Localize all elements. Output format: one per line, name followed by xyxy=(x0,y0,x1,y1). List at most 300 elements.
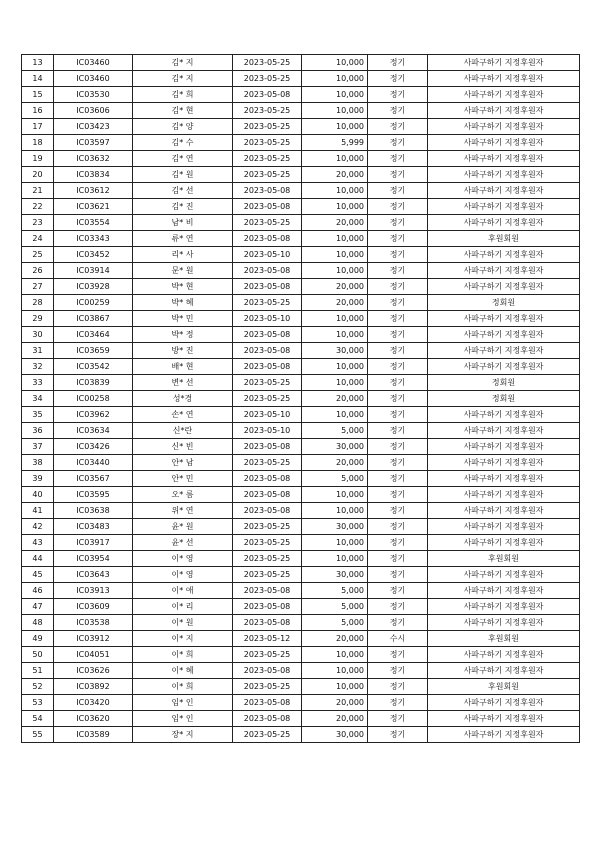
donation-date-cell: 2023-05-08 xyxy=(233,263,302,279)
donation-date-cell: 2023-05-08 xyxy=(233,583,302,599)
row-number-cell: 31 xyxy=(22,343,54,359)
donation-date-cell: 2023-05-08 xyxy=(233,599,302,615)
donation-type-cell: 정기 xyxy=(368,103,428,119)
donation-date-cell: 2023-05-12 xyxy=(233,631,302,647)
category-cell: 사파구하기 지정후원자 xyxy=(428,135,580,151)
donation-date-cell: 2023-05-08 xyxy=(233,471,302,487)
table-row xyxy=(22,535,580,551)
amount-cell: 10,000 xyxy=(302,151,368,167)
category-cell: 사파구하기 지정후원자 xyxy=(428,663,580,679)
donation-date-cell: 2023-05-08 xyxy=(233,487,302,503)
amount-cell: 10,000 xyxy=(302,407,368,423)
member-id-cell: IC03452 xyxy=(54,247,133,263)
amount-cell: 20,000 xyxy=(302,215,368,231)
donor-name-cell: 신* 빈 xyxy=(133,439,233,455)
table-row xyxy=(22,695,580,711)
row-number-cell: 23 xyxy=(22,215,54,231)
table-row xyxy=(22,151,580,167)
amount-cell: 10,000 xyxy=(302,375,368,391)
amount-cell: 10,000 xyxy=(302,503,368,519)
category-cell: 사파구하기 지정후원자 xyxy=(428,455,580,471)
donation-date-cell: 2023-05-25 xyxy=(233,535,302,551)
table-row xyxy=(22,167,580,183)
table-row xyxy=(22,663,580,679)
donation-date-cell: 2023-05-25 xyxy=(233,151,302,167)
table-row xyxy=(22,215,580,231)
category-cell: 후원회원 xyxy=(428,679,580,695)
donation-type-cell: 정기 xyxy=(368,711,428,727)
category-cell: 사파구하기 지정후원자 xyxy=(428,487,580,503)
member-id-cell: IC03638 xyxy=(54,503,133,519)
donation-date-cell: 2023-05-08 xyxy=(233,343,302,359)
table-row xyxy=(22,471,580,487)
donation-type-cell: 정기 xyxy=(368,375,428,391)
amount-cell: 10,000 xyxy=(302,487,368,503)
donor-name-cell: 박* 정 xyxy=(133,327,233,343)
donor-name-cell: 오* 름 xyxy=(133,487,233,503)
donor-name-cell: 성*경 xyxy=(133,391,233,407)
donor-name-cell: 안* 민 xyxy=(133,471,233,487)
amount-cell: 30,000 xyxy=(302,727,368,743)
member-id-cell: IC03892 xyxy=(54,679,133,695)
donation-type-cell: 정기 xyxy=(368,119,428,135)
category-cell: 사파구하기 지정후원자 xyxy=(428,359,580,375)
member-id-cell: IC03343 xyxy=(54,231,133,247)
donation-date-cell: 2023-05-25 xyxy=(233,647,302,663)
category-cell: 사파구하기 지정후원자 xyxy=(428,695,580,711)
table-row xyxy=(22,631,580,647)
donor-name-cell: 이* 지 xyxy=(133,631,233,647)
donation-type-cell: 정기 xyxy=(368,183,428,199)
donor-name-cell: 리* 사 xyxy=(133,247,233,263)
category-cell: 사파구하기 지정후원자 xyxy=(428,247,580,263)
amount-cell: 10,000 xyxy=(302,311,368,327)
donor-name-cell: 이* 원 xyxy=(133,615,233,631)
donation-type-cell: 정기 xyxy=(368,647,428,663)
category-cell: 사파구하기 지정후원자 xyxy=(428,151,580,167)
donor-name-cell: 류* 연 xyxy=(133,231,233,247)
donation-type-cell: 정기 xyxy=(368,359,428,375)
member-id-cell: IC03426 xyxy=(54,439,133,455)
donation-type-cell: 정기 xyxy=(368,567,428,583)
amount-cell: 20,000 xyxy=(302,695,368,711)
donation-type-cell: 정기 xyxy=(368,55,428,71)
table-row xyxy=(22,343,580,359)
table-row xyxy=(22,647,580,663)
category-cell: 사파구하기 지정후원자 xyxy=(428,71,580,87)
amount-cell: 10,000 xyxy=(302,103,368,119)
amount-cell: 30,000 xyxy=(302,519,368,535)
donation-date-cell: 2023-05-25 xyxy=(233,103,302,119)
category-cell: 사파구하기 지정후원자 xyxy=(428,327,580,343)
member-id-cell: IC03609 xyxy=(54,599,133,615)
table-row xyxy=(22,311,580,327)
amount-cell: 30,000 xyxy=(302,343,368,359)
table-row xyxy=(22,423,580,439)
member-id-cell: IC03423 xyxy=(54,119,133,135)
category-cell: 사파구하기 지정후원자 xyxy=(428,311,580,327)
table-row xyxy=(22,679,580,695)
amount-cell: 10,000 xyxy=(302,87,368,103)
donation-date-cell: 2023-05-08 xyxy=(233,87,302,103)
donation-type-cell: 정기 xyxy=(368,327,428,343)
row-number-cell: 28 xyxy=(22,295,54,311)
donor-name-cell: 김* 선 xyxy=(133,183,233,199)
table-row xyxy=(22,455,580,471)
donation-type-cell: 정기 xyxy=(368,391,428,407)
amount-cell: 5,000 xyxy=(302,615,368,631)
donor-table-body xyxy=(22,55,580,743)
table-row xyxy=(22,359,580,375)
table-row xyxy=(22,407,580,423)
category-cell: 사파구하기 지정후원자 xyxy=(428,647,580,663)
donation-type-cell: 정기 xyxy=(368,599,428,615)
row-number-cell: 25 xyxy=(22,247,54,263)
donor-name-cell: 김* 수 xyxy=(133,135,233,151)
category-cell: 사파구하기 지정후원자 xyxy=(428,711,580,727)
member-id-cell: IC03464 xyxy=(54,327,133,343)
row-number-cell: 21 xyxy=(22,183,54,199)
amount-cell: 20,000 xyxy=(302,455,368,471)
row-number-cell: 48 xyxy=(22,615,54,631)
amount-cell: 10,000 xyxy=(302,551,368,567)
donation-type-cell: 정기 xyxy=(368,583,428,599)
category-cell: 사파구하기 지정후원자 xyxy=(428,279,580,295)
member-id-cell: IC03530 xyxy=(54,87,133,103)
table-row xyxy=(22,135,580,151)
donation-date-cell: 2023-05-08 xyxy=(233,199,302,215)
donor-name-cell: 이* 희 xyxy=(133,647,233,663)
member-id-cell: IC03962 xyxy=(54,407,133,423)
table-row xyxy=(22,247,580,263)
category-cell: 사파구하기 지정후원자 xyxy=(428,615,580,631)
category-cell: 사파구하기 지정후원자 xyxy=(428,567,580,583)
donation-type-cell: 정기 xyxy=(368,519,428,535)
member-id-cell: IC03460 xyxy=(54,71,133,87)
amount-cell: 5,000 xyxy=(302,599,368,615)
amount-cell: 10,000 xyxy=(302,199,368,215)
donation-date-cell: 2023-05-25 xyxy=(233,567,302,583)
table-row xyxy=(22,119,580,135)
amount-cell: 10,000 xyxy=(302,535,368,551)
category-cell: 정회원 xyxy=(428,295,580,311)
donation-date-cell: 2023-05-25 xyxy=(233,455,302,471)
member-id-cell: IC03420 xyxy=(54,695,133,711)
row-number-cell: 20 xyxy=(22,167,54,183)
row-number-cell: 45 xyxy=(22,567,54,583)
table-row xyxy=(22,487,580,503)
table-row xyxy=(22,615,580,631)
member-id-cell: IC03606 xyxy=(54,103,133,119)
category-cell: 사파구하기 지정후원자 xyxy=(428,503,580,519)
table-row xyxy=(22,727,580,743)
row-number-cell: 14 xyxy=(22,71,54,87)
row-number-cell: 33 xyxy=(22,375,54,391)
donation-type-cell: 정기 xyxy=(368,279,428,295)
row-number-cell: 44 xyxy=(22,551,54,567)
row-number-cell: 37 xyxy=(22,439,54,455)
row-number-cell: 49 xyxy=(22,631,54,647)
amount-cell: 10,000 xyxy=(302,647,368,663)
member-id-cell: IC00259 xyxy=(54,295,133,311)
donor-name-cell: 김* 원 xyxy=(133,167,233,183)
member-id-cell: IC03589 xyxy=(54,727,133,743)
donation-date-cell: 2023-05-25 xyxy=(233,71,302,87)
donor-name-cell: 이* 혜 xyxy=(133,663,233,679)
donation-date-cell: 2023-05-25 xyxy=(233,215,302,231)
table-row xyxy=(22,103,580,119)
donor-name-cell: 신*란 xyxy=(133,423,233,439)
donation-type-cell: 정기 xyxy=(368,487,428,503)
member-id-cell: IC03912 xyxy=(54,631,133,647)
amount-cell: 20,000 xyxy=(302,631,368,647)
row-number-cell: 40 xyxy=(22,487,54,503)
table-row xyxy=(22,439,580,455)
member-id-cell: IC03597 xyxy=(54,135,133,151)
donor-name-cell: 장* 지 xyxy=(133,727,233,743)
member-id-cell: IC03659 xyxy=(54,343,133,359)
donation-type-cell: 정기 xyxy=(368,455,428,471)
amount-cell: 5,999 xyxy=(302,135,368,151)
row-number-cell: 42 xyxy=(22,519,54,535)
donation-type-cell: 정기 xyxy=(368,295,428,311)
category-cell: 후원회원 xyxy=(428,231,580,247)
donation-date-cell: 2023-05-08 xyxy=(233,615,302,631)
amount-cell: 5,000 xyxy=(302,423,368,439)
amount-cell: 20,000 xyxy=(302,711,368,727)
donation-date-cell: 2023-05-08 xyxy=(233,503,302,519)
row-number-cell: 46 xyxy=(22,583,54,599)
donor-name-cell: 위* 연 xyxy=(133,503,233,519)
donation-type-cell: 정기 xyxy=(368,471,428,487)
row-number-cell: 52 xyxy=(22,679,54,695)
amount-cell: 10,000 xyxy=(302,71,368,87)
member-id-cell: IC03621 xyxy=(54,199,133,215)
donor-name-cell: 이* 영 xyxy=(133,551,233,567)
table-row xyxy=(22,519,580,535)
category-cell: 사파구하기 지정후원자 xyxy=(428,439,580,455)
table-row xyxy=(22,391,580,407)
member-id-cell: IC03839 xyxy=(54,375,133,391)
donation-date-cell: 2023-05-10 xyxy=(233,247,302,263)
member-id-cell: IC00258 xyxy=(54,391,133,407)
donation-type-cell: 정기 xyxy=(368,535,428,551)
donor-name-cell: 윤* 원 xyxy=(133,519,233,535)
table-row xyxy=(22,375,580,391)
category-cell: 사파구하기 지정후원자 xyxy=(428,103,580,119)
member-id-cell: IC03913 xyxy=(54,583,133,599)
amount-cell: 30,000 xyxy=(302,439,368,455)
donation-type-cell: 정기 xyxy=(368,151,428,167)
donation-type-cell: 정기 xyxy=(368,663,428,679)
amount-cell: 10,000 xyxy=(302,55,368,71)
member-id-cell: IC03928 xyxy=(54,279,133,295)
table-row xyxy=(22,567,580,583)
donor-name-cell: 김* 지 xyxy=(133,71,233,87)
member-id-cell: IC03954 xyxy=(54,551,133,567)
table-row xyxy=(22,183,580,199)
donation-type-cell: 정기 xyxy=(368,71,428,87)
member-id-cell: IC03440 xyxy=(54,455,133,471)
donor-name-cell: 남* 비 xyxy=(133,215,233,231)
donor-table xyxy=(21,54,580,743)
donation-date-cell: 2023-05-08 xyxy=(233,439,302,455)
donation-date-cell: 2023-05-25 xyxy=(233,55,302,71)
category-cell: 사파구하기 지정후원자 xyxy=(428,407,580,423)
donation-date-cell: 2023-05-25 xyxy=(233,375,302,391)
row-number-cell: 29 xyxy=(22,311,54,327)
category-cell: 사파구하기 지정후원자 xyxy=(428,727,580,743)
category-cell: 사파구하기 지정후원자 xyxy=(428,215,580,231)
row-number-cell: 34 xyxy=(22,391,54,407)
donation-date-cell: 2023-05-10 xyxy=(233,407,302,423)
donation-type-cell: 정기 xyxy=(368,231,428,247)
row-number-cell: 35 xyxy=(22,407,54,423)
donation-date-cell: 2023-05-08 xyxy=(233,663,302,679)
donation-date-cell: 2023-05-25 xyxy=(233,727,302,743)
table-row xyxy=(22,599,580,615)
category-cell: 사파구하기 지정후원자 xyxy=(428,599,580,615)
row-number-cell: 15 xyxy=(22,87,54,103)
donor-name-cell: 박* 혜 xyxy=(133,295,233,311)
donation-type-cell: 정기 xyxy=(368,407,428,423)
category-cell: 사파구하기 지정후원자 xyxy=(428,167,580,183)
member-id-cell: IC03567 xyxy=(54,471,133,487)
amount-cell: 10,000 xyxy=(302,247,368,263)
amount-cell: 20,000 xyxy=(302,167,368,183)
donation-type-cell: 정기 xyxy=(368,167,428,183)
category-cell: 사파구하기 지정후원자 xyxy=(428,119,580,135)
amount-cell: 5,000 xyxy=(302,471,368,487)
table-row xyxy=(22,263,580,279)
category-cell: 후원회원 xyxy=(428,551,580,567)
member-id-cell: IC03612 xyxy=(54,183,133,199)
donation-type-cell: 정기 xyxy=(368,87,428,103)
amount-cell: 20,000 xyxy=(302,279,368,295)
category-cell: 사파구하기 지정후원자 xyxy=(428,343,580,359)
donation-type-cell: 정기 xyxy=(368,263,428,279)
category-cell: 정회원 xyxy=(428,391,580,407)
category-cell: 사파구하기 지정후원자 xyxy=(428,535,580,551)
row-number-cell: 27 xyxy=(22,279,54,295)
table-row xyxy=(22,551,580,567)
donor-name-cell: 안* 남 xyxy=(133,455,233,471)
donation-type-cell: 정기 xyxy=(368,247,428,263)
member-id-cell: IC03867 xyxy=(54,311,133,327)
category-cell: 후원회원 xyxy=(428,631,580,647)
row-number-cell: 51 xyxy=(22,663,54,679)
row-number-cell: 43 xyxy=(22,535,54,551)
donation-date-cell: 2023-05-08 xyxy=(233,327,302,343)
donor-name-cell: 박* 현 xyxy=(133,279,233,295)
donation-date-cell: 2023-05-08 xyxy=(233,359,302,375)
donor-name-cell: 임* 인 xyxy=(133,711,233,727)
row-number-cell: 18 xyxy=(22,135,54,151)
donor-name-cell: 김* 연 xyxy=(133,151,233,167)
donation-type-cell: 정기 xyxy=(368,439,428,455)
amount-cell: 20,000 xyxy=(302,391,368,407)
member-id-cell: IC03914 xyxy=(54,263,133,279)
category-cell: 사파구하기 지정후원자 xyxy=(428,423,580,439)
table-row xyxy=(22,71,580,87)
donation-date-cell: 2023-05-25 xyxy=(233,519,302,535)
row-number-cell: 17 xyxy=(22,119,54,135)
member-id-cell: IC03620 xyxy=(54,711,133,727)
row-number-cell: 38 xyxy=(22,455,54,471)
row-number-cell: 39 xyxy=(22,471,54,487)
row-number-cell: 19 xyxy=(22,151,54,167)
row-number-cell: 16 xyxy=(22,103,54,119)
amount-cell: 10,000 xyxy=(302,263,368,279)
table-row xyxy=(22,295,580,311)
donation-date-cell: 2023-05-08 xyxy=(233,183,302,199)
donation-date-cell: 2023-05-25 xyxy=(233,295,302,311)
member-id-cell: IC03483 xyxy=(54,519,133,535)
donation-date-cell: 2023-05-08 xyxy=(233,279,302,295)
table-row xyxy=(22,503,580,519)
donation-type-cell: 정기 xyxy=(368,679,428,695)
donation-date-cell: 2023-05-25 xyxy=(233,119,302,135)
donor-name-cell: 이* 희 xyxy=(133,679,233,695)
row-number-cell: 13 xyxy=(22,55,54,71)
donor-name-cell: 이* 리 xyxy=(133,599,233,615)
member-id-cell: IC03460 xyxy=(54,55,133,71)
donation-type-cell: 정기 xyxy=(368,343,428,359)
member-id-cell: IC03595 xyxy=(54,487,133,503)
member-id-cell: IC03542 xyxy=(54,359,133,375)
donation-type-cell: 정기 xyxy=(368,503,428,519)
donor-name-cell: 김* 현 xyxy=(133,103,233,119)
member-id-cell: IC03917 xyxy=(54,535,133,551)
amount-cell: 30,000 xyxy=(302,567,368,583)
donor-name-cell: 손* 연 xyxy=(133,407,233,423)
donor-name-cell: 윤* 선 xyxy=(133,535,233,551)
row-number-cell: 50 xyxy=(22,647,54,663)
donation-date-cell: 2023-05-08 xyxy=(233,231,302,247)
donation-date-cell: 2023-05-25 xyxy=(233,167,302,183)
row-number-cell: 30 xyxy=(22,327,54,343)
donor-name-cell: 이* 영 xyxy=(133,567,233,583)
donor-name-cell: 문* 원 xyxy=(133,263,233,279)
member-id-cell: IC03643 xyxy=(54,567,133,583)
donor-name-cell: 김* 희 xyxy=(133,87,233,103)
category-cell: 사파구하기 지정후원자 xyxy=(428,55,580,71)
donor-name-cell: 임* 인 xyxy=(133,695,233,711)
table-row xyxy=(22,87,580,103)
row-number-cell: 22 xyxy=(22,199,54,215)
row-number-cell: 32 xyxy=(22,359,54,375)
row-number-cell: 24 xyxy=(22,231,54,247)
amount-cell: 20,000 xyxy=(302,295,368,311)
donation-date-cell: 2023-05-10 xyxy=(233,311,302,327)
table-row xyxy=(22,199,580,215)
amount-cell: 10,000 xyxy=(302,327,368,343)
member-id-cell: IC03634 xyxy=(54,423,133,439)
donation-date-cell: 2023-05-25 xyxy=(233,551,302,567)
donation-type-cell: 정기 xyxy=(368,199,428,215)
donation-type-cell: 정기 xyxy=(368,615,428,631)
donation-type-cell: 정기 xyxy=(368,215,428,231)
row-number-cell: 36 xyxy=(22,423,54,439)
row-number-cell: 55 xyxy=(22,727,54,743)
table-row xyxy=(22,231,580,247)
category-cell: 사파구하기 지정후원자 xyxy=(428,263,580,279)
donor-name-cell: 이* 애 xyxy=(133,583,233,599)
donation-type-cell: 정기 xyxy=(368,135,428,151)
donation-date-cell: 2023-05-25 xyxy=(233,391,302,407)
donor-name-cell: 김* 진 xyxy=(133,199,233,215)
table-row xyxy=(22,327,580,343)
